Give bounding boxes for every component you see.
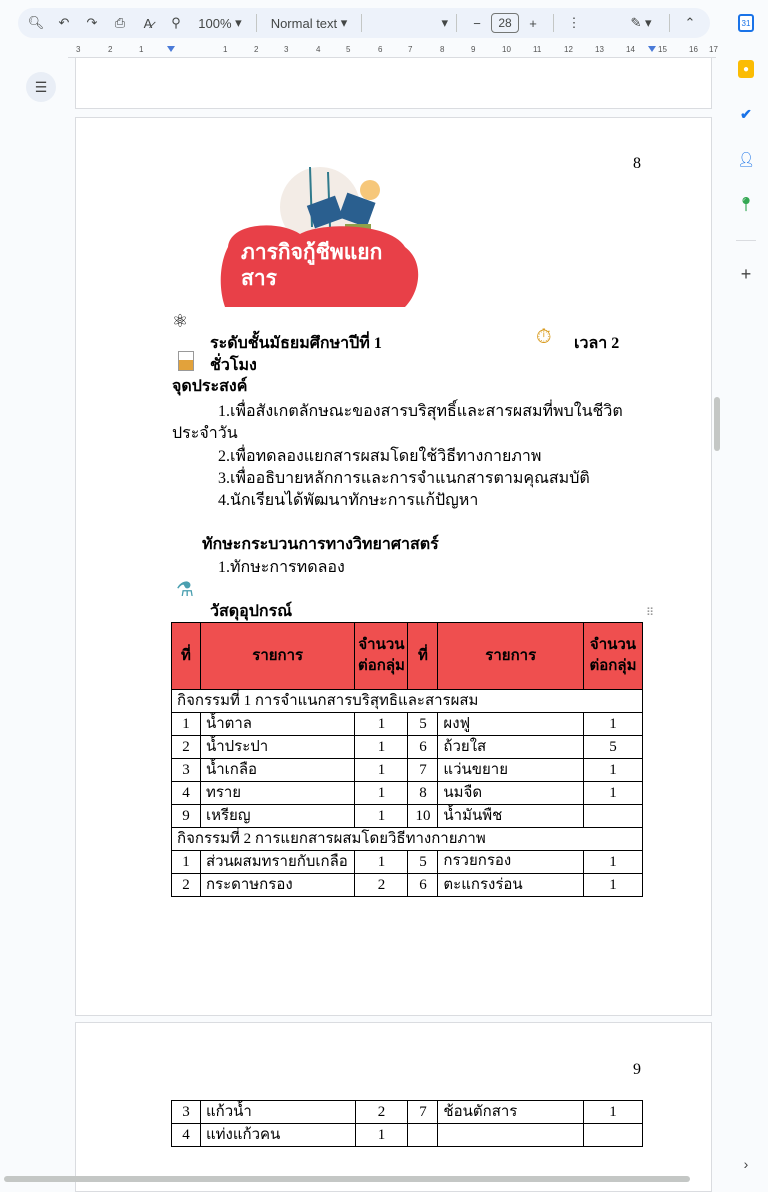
item-name: ถ้วยใส: [438, 736, 584, 759]
quantity-per-group: 1: [355, 759, 408, 782]
item-number: 7: [408, 1101, 438, 1124]
ruler-tick-label: 3: [76, 45, 81, 54]
font-select[interactable]: ▾: [441, 15, 448, 30]
ruler-tick-label: 12: [564, 45, 573, 54]
divider: [361, 14, 362, 32]
quantity-per-group: 1: [584, 851, 643, 874]
spellcheck-icon[interactable]: A̷: [143, 15, 153, 31]
ruler-tick-label: 14: [626, 45, 635, 54]
ruler-tick-label: 1: [223, 45, 228, 54]
keep-icon[interactable]: ●: [738, 60, 754, 78]
decrease-font-size-button[interactable]: −: [473, 15, 481, 31]
item-name: น้ำประปา: [200, 736, 355, 759]
section-row: [172, 690, 643, 713]
item-name: กระดาษกรอง: [200, 874, 355, 897]
more-options-icon[interactable]: ⋮: [567, 15, 581, 30]
zoom-value: 100%: [198, 15, 232, 31]
quantity-per-group: [584, 1124, 643, 1147]
table-row: [172, 805, 643, 828]
item-number: 9: [172, 805, 201, 828]
table-row: [172, 1101, 643, 1124]
table-row: [172, 851, 643, 874]
table-drag-handle[interactable]: ⠿: [646, 607, 655, 619]
skills-heading: ทักษะกระบวนการทางวิทยาศาสตร์: [202, 536, 439, 553]
section-title: กิจกรรมที่ 1 การจำแนกสารบริสุทธิและสารผสม: [172, 690, 643, 713]
item-name: แท่งแก้วคน: [200, 1124, 355, 1147]
item-number: 8: [408, 782, 438, 805]
quantity-per-group: 1: [355, 782, 408, 805]
item-name: ส่วนผสมทรายกับเกลือ: [200, 851, 355, 874]
item-number: 2: [172, 736, 201, 759]
beaker-icon: [178, 351, 194, 371]
item-number: 7: [408, 759, 438, 782]
item-number: 1: [172, 851, 201, 874]
ruler-tick-label: 16: [689, 45, 698, 54]
objectives-heading: จุดประสงค์: [172, 378, 248, 395]
undo-icon[interactable]: ↶: [58, 15, 70, 30]
quantity-per-group: 5: [584, 736, 643, 759]
tasks-icon[interactable]: ✔: [740, 105, 752, 122]
column-header: รายการ: [438, 623, 584, 690]
quantity-per-group: 2: [355, 1101, 408, 1124]
item-number: 4: [172, 1124, 201, 1147]
item-name: ช้อนตักสาร: [438, 1101, 584, 1124]
table-row: [172, 736, 643, 759]
column-header: จำนวนต่อกลุ่ม: [355, 623, 408, 690]
table-row: [172, 713, 643, 736]
grade-level: ระดับชั้นมัธยมศึกษาปีที่ 1: [210, 335, 382, 352]
table-row: [172, 759, 643, 782]
style-select[interactable]: Normal text ▾: [270, 15, 348, 31]
ruler-tick-label: 2: [254, 45, 259, 54]
quantity-per-group: 1: [584, 874, 643, 897]
ruler-tick-label: 7: [408, 45, 413, 54]
divider: [456, 14, 457, 32]
item-name: [438, 1124, 584, 1147]
ruler-tick-label: 3: [284, 45, 289, 54]
quantity-per-group: 1: [584, 713, 643, 736]
maps-icon[interactable]: 📍︎: [737, 195, 755, 212]
objective-item: 3.เพื่ออธิบายหลักการและการจำแนกสารตามคุณสมบัติ: [218, 470, 590, 487]
section-title: กิจกรรมที่ 2 การแยกสารผสมโดยวิธีทางกายภาพ: [172, 828, 643, 851]
ruler-tick-label: 1: [139, 45, 144, 54]
quantity-per-group: [584, 805, 643, 828]
objective-item: 1.เพื่อสังเกตลักษณะของสารบริสุทธิ์และสารผสมที่พบในชีวิต: [218, 403, 623, 420]
font-size-input[interactable]: 28: [491, 13, 519, 33]
ruler-tick-label: 11: [533, 45, 542, 54]
item-name: น้ำเกลือ: [200, 759, 355, 782]
skill-item: 1.ทักษะการทดลอง: [218, 559, 345, 576]
item-number: [408, 1124, 438, 1147]
ruler-tick-label: 5: [346, 45, 351, 54]
objective-item: 2.เพื่อทดลองแยกสารผสมโดยใช้วิธีทางกายภาพ: [218, 448, 542, 465]
table-row: [172, 1124, 643, 1147]
quantity-per-group: 2: [355, 874, 408, 897]
column-header: จำนวนต่อกลุ่ม: [584, 623, 643, 690]
lab-stand-icon: ⚗: [176, 579, 194, 601]
ruler[interactable]: [68, 44, 716, 58]
item-name: นมจืด: [438, 782, 584, 805]
item-number: 3: [172, 1101, 201, 1124]
divider: [736, 240, 756, 241]
left-indent-marker[interactable]: [167, 46, 175, 52]
quantity-per-group: 1: [355, 851, 408, 874]
item-number: 1: [172, 713, 201, 736]
toolbar: [18, 8, 710, 38]
increase-font-size-button[interactable]: +: [529, 15, 537, 31]
table-row: [172, 782, 643, 805]
item-number: 2: [172, 874, 201, 897]
ruler-tick-label: 4: [316, 45, 321, 54]
quantity-per-group: 1: [355, 713, 408, 736]
column-header: ที่: [408, 623, 438, 690]
item-number: 5: [408, 713, 438, 736]
expand-panel-icon[interactable]: ›: [743, 1156, 749, 1172]
collapse-menu-icon[interactable]: ⌃: [684, 15, 696, 30]
item-number: 10: [408, 805, 438, 828]
editing-mode-button[interactable]: ✎ ▾: [630, 15, 652, 30]
ruler-tick-label: 15: [658, 45, 667, 54]
item-number: 6: [408, 736, 438, 759]
column-header: รายการ: [200, 623, 355, 690]
item-number: 4: [172, 782, 201, 805]
search-icon[interactable]: 🔍︎: [27, 15, 45, 30]
item-name: กรวยกรอง: [438, 851, 584, 874]
item-name: น้ำตาล: [200, 713, 355, 736]
objective-item: 4.นักเรียนได้พัฒนาทักษะการแก้ปัญหา: [218, 492, 479, 509]
page-8: [75, 117, 712, 1016]
atom-icon: ⚛: [172, 311, 189, 331]
document-outline-button[interactable]: ☰: [26, 72, 56, 102]
banner-image: [220, 152, 430, 307]
item-name: ทราย: [200, 782, 355, 805]
quantity-per-group: 1: [584, 759, 643, 782]
stopwatch-icon: ⏱: [536, 326, 552, 348]
ruler-tick-label: 13: [595, 45, 604, 54]
quantity-per-group: 1: [584, 1101, 643, 1124]
add-addon-icon[interactable]: +: [740, 263, 752, 284]
ruler-tick-label: 10: [502, 45, 511, 54]
objective-item-continued: ประจำวัน: [172, 425, 238, 442]
page-9: [75, 1022, 712, 1192]
column-header: ที่: [172, 623, 201, 690]
ruler-tick-label: 6: [378, 45, 383, 54]
page-number: 8: [633, 155, 641, 172]
calendar-icon[interactable]: 31: [738, 14, 754, 32]
item-number: 6: [408, 874, 438, 897]
quantity-per-group: 1: [584, 782, 643, 805]
style-value: Normal text: [270, 15, 338, 31]
item-name: ผงฟู: [438, 713, 584, 736]
quantity-per-group: 1: [355, 1124, 408, 1147]
item-name: เหรียญ: [200, 805, 355, 828]
page-7-bottom: [75, 58, 712, 109]
quantity-per-group: 1: [355, 736, 408, 759]
banner-title: ภารกิจกู้ชีพแยกสาร: [241, 241, 383, 290]
item-number: 5: [408, 851, 438, 874]
section-row: [172, 828, 643, 851]
item-name: ตะแกรงร่อน: [438, 874, 584, 897]
horizontal-scrollbar[interactable]: [4, 1176, 690, 1182]
materials-table: [171, 622, 643, 897]
page-number: 9: [633, 1061, 641, 1078]
print-icon[interactable]: ⎙: [114, 15, 126, 30]
table-header-row: [172, 623, 643, 690]
zoom-select[interactable]: 100% ▾: [198, 15, 242, 31]
vertical-scrollbar[interactable]: [714, 397, 720, 451]
table-row: [172, 874, 643, 897]
divider: [553, 14, 554, 32]
duration: เวลา 2: [574, 335, 620, 352]
right-indent-marker[interactable]: [648, 46, 656, 52]
redo-icon[interactable]: ↷: [86, 15, 98, 30]
item-name: แว่นขยาย: [438, 759, 584, 782]
ruler-tick-label: 9: [471, 45, 476, 54]
materials-table-continued: [171, 1100, 643, 1147]
item-name: แก้วน้ำ: [200, 1101, 355, 1124]
item-name: น้ำมันพืช: [438, 805, 584, 828]
quantity-per-group: 1: [355, 805, 408, 828]
ruler-tick-label: 8: [440, 45, 445, 54]
divider: [669, 14, 670, 32]
paint-format-icon[interactable]: ⚲: [171, 15, 181, 30]
ruler-tick-label: 17: [709, 45, 718, 54]
divider: [256, 14, 257, 32]
side-panel: [722, 0, 768, 1186]
ruler-tick-label: 2: [108, 45, 113, 54]
materials-heading: วัสดุอุปกรณ์: [210, 603, 293, 620]
duration-unit: ชั่วโมง: [210, 357, 257, 374]
item-number: 3: [172, 759, 201, 782]
contacts-icon[interactable]: 👤︎: [737, 150, 755, 167]
